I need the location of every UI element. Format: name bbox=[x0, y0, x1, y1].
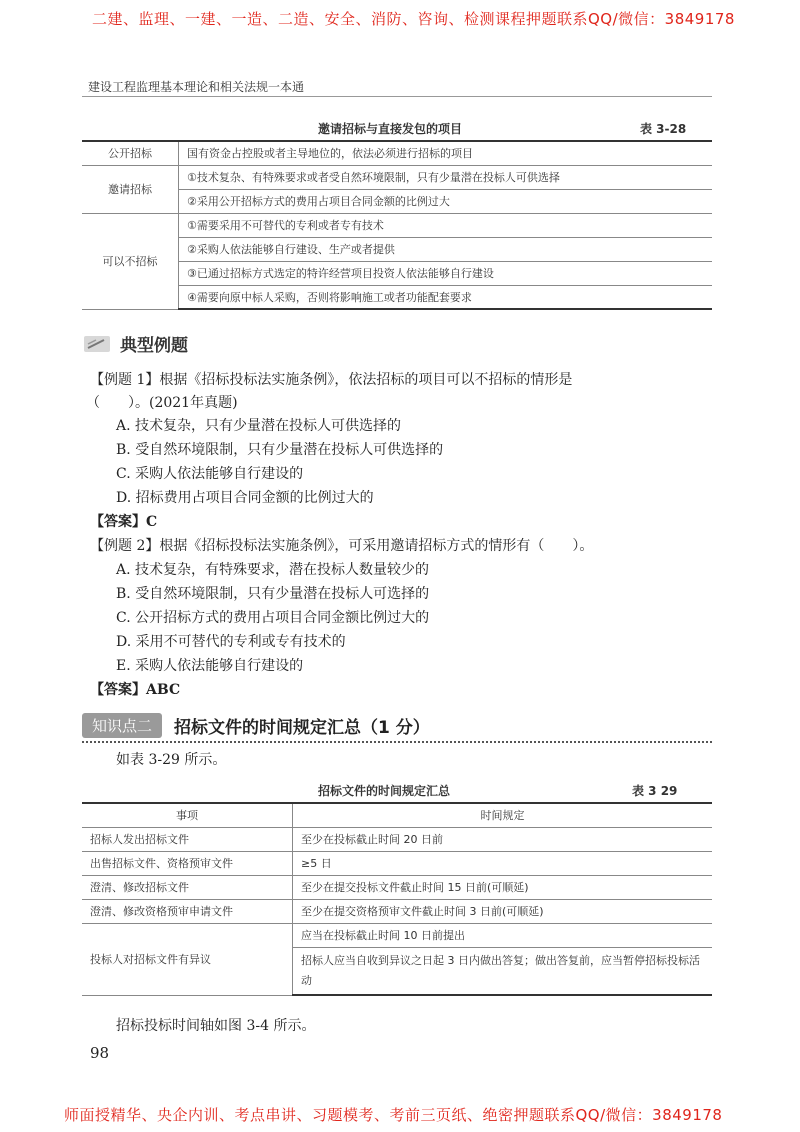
table1-cell: ①需要采用不可替代的专利或者专有技术 bbox=[179, 213, 713, 237]
knowledge-point-rule bbox=[82, 741, 712, 743]
table1-cell: ①技术复杂、有特殊要求或者受自然环境限制，只有少量潜在投标人可供选择 bbox=[179, 165, 713, 189]
table1-category: 公开招标 bbox=[82, 141, 179, 165]
header-rule bbox=[82, 96, 712, 97]
table2-rule: 至少在提交资格预审文件截止时间 3 日前(可顺延) bbox=[293, 899, 713, 923]
page-number: 98 bbox=[90, 1044, 110, 1062]
table2-number: 表 3 29 bbox=[632, 784, 678, 798]
table1 bbox=[82, 140, 712, 310]
table1-category: 可以不招标 bbox=[82, 213, 179, 309]
example2-option-e: E. 采购人依法能够自行建设的 bbox=[116, 658, 304, 674]
table1-title: 邀请招标与直接发包的项目 bbox=[318, 122, 463, 136]
table2-item: 投标人对招标文件有异议 bbox=[82, 923, 293, 995]
example2-option-a: A. 技术复杂，有特殊要求，潜在投标人数量较少的 bbox=[116, 562, 430, 578]
table-reference: 如表 3-29 所示。 bbox=[116, 752, 227, 768]
example2-stem: 【例题 2】根据《招标投标法实施条例》，可采用邀请招标方式的情形有（ ）。 bbox=[90, 538, 594, 554]
table1-cell: ②采用公开招标方式的费用占项目合同金额的比例过大 bbox=[179, 189, 713, 213]
table-header-row bbox=[82, 803, 712, 827]
table-row bbox=[82, 923, 712, 947]
pencil-icon bbox=[82, 331, 116, 355]
table-row bbox=[82, 141, 712, 165]
example1-option-c: C. 采购人依法能够自行建设的 bbox=[116, 466, 304, 482]
table1-cell: 国有资金占控股或者主导地位的，依法必须进行招标的项目 bbox=[179, 141, 713, 165]
table2-item: 澄清、修改资格预审申请文件 bbox=[82, 899, 293, 923]
example1-answer: 【答案】C bbox=[90, 514, 158, 530]
table-row bbox=[82, 165, 712, 189]
table2-rule: 应当在投标截止时间 10 日前提出 bbox=[293, 923, 713, 947]
table2-rule: 招标人应当自收到异议之日起 3 日内做出答复；做出答复前，应当暂停招标投标活动 bbox=[293, 947, 713, 995]
table2-header-item: 事项 bbox=[82, 803, 293, 827]
table2-rule: ≥5 日 bbox=[293, 851, 713, 875]
table2-rule: 至少在提交投标文件截止时间 15 日前(可顺延) bbox=[293, 875, 713, 899]
bottom-banner: 师面授精华、央企内训、考点串讲、习题模考、考前三页纸、绝密押题联系QQ/微信：3849178 bbox=[64, 1106, 723, 1124]
table-row bbox=[82, 213, 712, 237]
example1-option-a: A. 技术复杂，只有少量潜在投标人可供选择的 bbox=[116, 418, 402, 434]
example2-option-d: D. 采用不可替代的专利或专有技术的 bbox=[116, 634, 346, 650]
table1-cell: ④需要向原中标人采购，否则将影响施工或者功能配套要求 bbox=[179, 285, 713, 309]
book-title: 建设工程监理基本理论和相关法规一本通 bbox=[88, 80, 305, 94]
table2-item: 澄清、修改招标文件 bbox=[82, 875, 293, 899]
examples-heading bbox=[82, 330, 188, 356]
table1-category: 邀请招标 bbox=[82, 165, 179, 213]
example1-stem-line1: 【例题 1】根据《招标投标法实施条例》，依法招标的项目可以不招标的情形是 bbox=[90, 372, 573, 388]
table1-cell: ③已通过招标方式选定的特许经营项目投资人依法能够自行建设 bbox=[179, 261, 713, 285]
knowledge-point-header bbox=[82, 710, 712, 740]
timeline-reference: 招标投标时间轴如图 3-4 所示。 bbox=[116, 1018, 316, 1034]
table2-item: 出售招标文件、资格预审文件 bbox=[82, 851, 293, 875]
example1-option-d: D. 招标费用占项目合同金额的比例过大的 bbox=[116, 490, 374, 506]
top-banner: 二建、监理、一建、一造、二造、安全、消防、咨询、检测课程押题联系QQ/微信：3849178 bbox=[92, 10, 735, 28]
table2-title: 招标文件的时间规定汇总 bbox=[318, 784, 451, 798]
table1-number: 表 3-28 bbox=[640, 122, 687, 136]
knowledge-point-badge: 知识点二 bbox=[82, 713, 162, 738]
knowledge-point-title: 招标文件的时间规定汇总（1 分） bbox=[174, 717, 430, 738]
table1-cell: ②采购人依法能够自行建设、生产或者提供 bbox=[179, 237, 713, 261]
table2-header-rule: 时间规定 bbox=[293, 803, 713, 827]
examples-heading-text: 典型例题 bbox=[120, 335, 188, 356]
example2-answer: 【答案】ABC bbox=[90, 682, 181, 698]
table2-rule: 至少在投标截止时间 20 日前 bbox=[293, 827, 713, 851]
table-row bbox=[82, 827, 712, 851]
example2-option-b: B. 受自然环境限制，只有少量潜在投标人可选择的 bbox=[116, 586, 430, 602]
table2 bbox=[82, 802, 712, 996]
table-row bbox=[82, 851, 712, 875]
table2-item: 招标人发出招标文件 bbox=[82, 827, 293, 851]
example2-option-c: C. 公开招标方式的费用占项目合同金额比例过大的 bbox=[116, 610, 430, 626]
example1-option-b: B. 受自然环境限制，只有少量潜在投标人可供选择的 bbox=[116, 442, 444, 458]
example1-stem-line2: （ ）。(2021年真题) bbox=[86, 395, 238, 411]
table-row bbox=[82, 875, 712, 899]
table-row bbox=[82, 899, 712, 923]
